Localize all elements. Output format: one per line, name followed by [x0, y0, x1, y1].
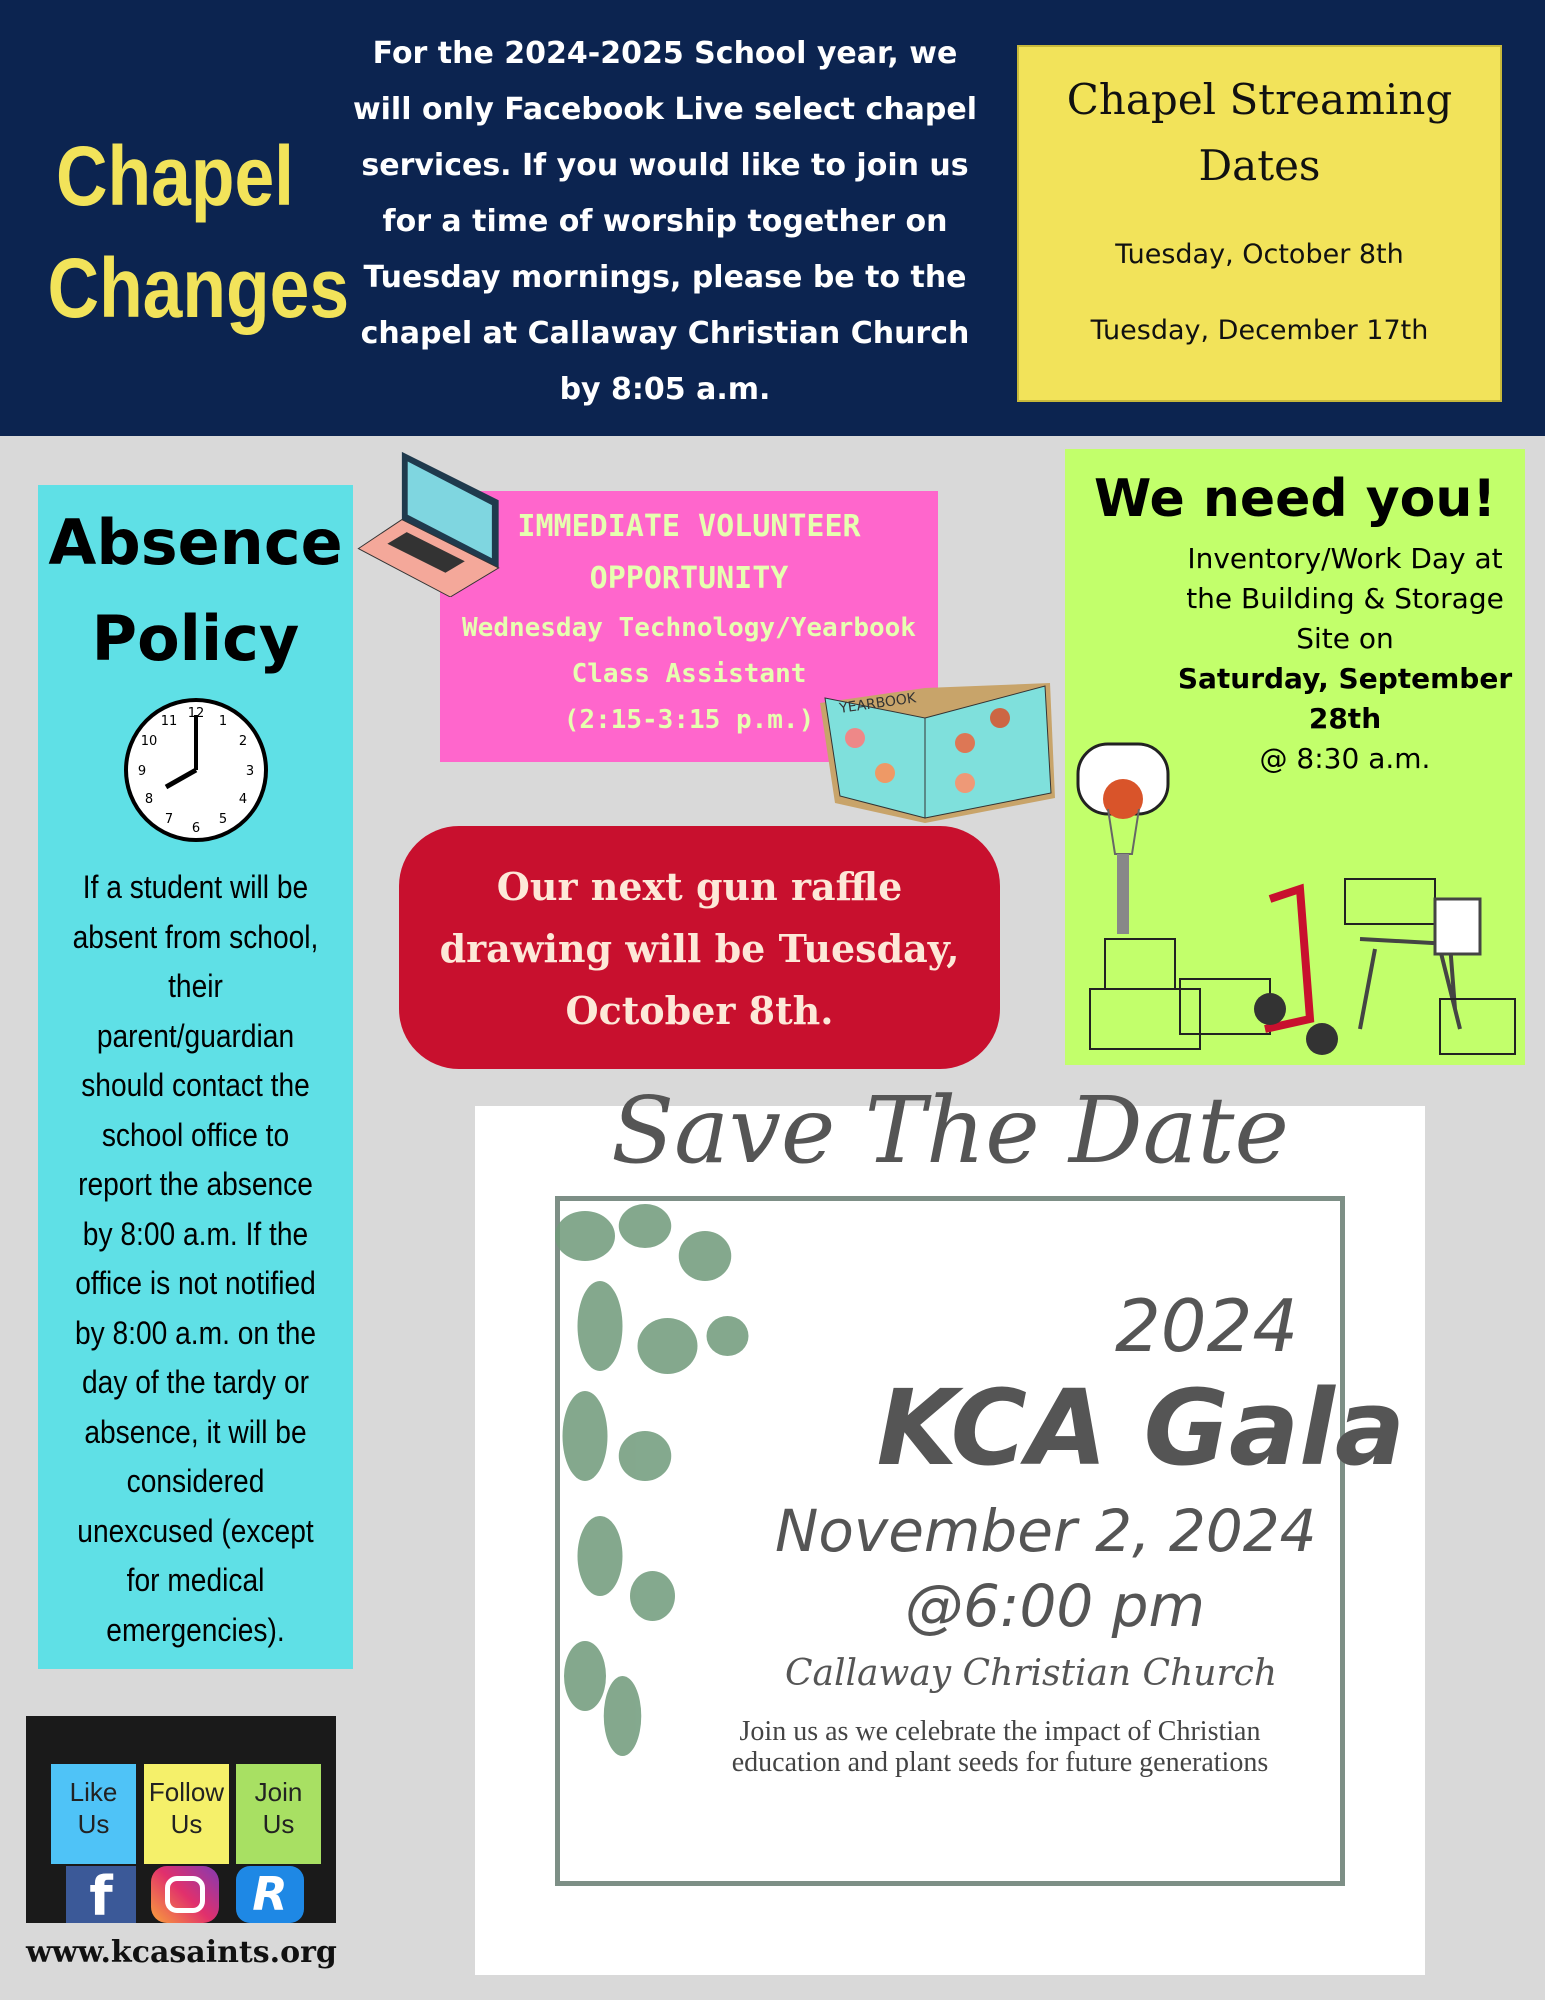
save-the-date-heading: Save The Date: [611, 1077, 1289, 1184]
save-the-date-card: [475, 1077, 1425, 1975]
join-us-note: Join Us: [236, 1764, 321, 1864]
svg-text:1: 1: [218, 714, 227, 729]
clock-icon: [121, 695, 271, 845]
website-link[interactable]: www.kcasaints.org: [26, 1935, 337, 1970]
gala-date: November 2, 2024: [775, 1497, 1317, 1565]
title-line: Changes: [47, 241, 350, 335]
svg-text:10: 10: [140, 734, 157, 749]
absence-title: Absence Policy: [48, 506, 343, 675]
chapel-changes-title: [47, 120, 350, 344]
yearbook-icon: [815, 678, 1057, 825]
gala-blurb: Join us as we celebrate the impact of Christian education and plant seeds for future generations: [731, 1716, 1269, 1778]
svg-text:5: 5: [218, 812, 227, 827]
workday-description: Inventory/Work Day at the Building & Storage Site on: [1186, 542, 1504, 655]
gala-time: @6:00 pm: [905, 1572, 1205, 1640]
svg-text:3: 3: [245, 764, 254, 779]
chapel-intro-text: For the 2024-2025 School year, we will only Facebook Live select chapel services. If you would like to join us for a time of worship together on Tuesday mornings, please be to the chapel at Callaway Christian Church by 8:05 a.m.: [352, 36, 978, 407]
svg-text:6: 6: [191, 821, 200, 836]
svg-text:11: 11: [160, 714, 177, 729]
streaming-title: Chapel Streaming Dates: [1066, 75, 1453, 190]
gala-name: KCA Gala: [876, 1367, 1405, 1489]
social-media-box: [26, 1716, 336, 1928]
facebook-icon[interactable]: f: [66, 1866, 136, 1923]
supplies-illustration-icon: [1065, 739, 1525, 1065]
volunteer-workday-box: [1065, 449, 1525, 1065]
volunteer-role: Wednesday Technology/Yearbook Class Assistant: [462, 613, 916, 689]
svg-text:7: 7: [164, 812, 173, 827]
we-need-you-title: We need you!: [1093, 469, 1497, 529]
volunteer-title: IMMEDIATE VOLUNTEER OPPORTUNITY: [517, 509, 861, 596]
gun-raffle-box: Our next gun raffle drawing will be Tuesday, October 8th.: [399, 826, 1000, 1069]
yearbook-label: YEARBOOK: [838, 690, 918, 717]
workday-date: Saturday, September 28th: [1177, 662, 1513, 735]
streaming-dates-box: [1017, 45, 1502, 402]
workday-time: @ 8:30 a.m.: [1259, 742, 1431, 775]
instagram-icon[interactable]: [151, 1866, 219, 1923]
svg-text:9: 9: [137, 764, 146, 779]
streaming-date: Tuesday, December 17th: [1090, 315, 1429, 346]
absence-policy-box: [38, 485, 353, 1669]
absence-text: If a student will be absent from school, their parent/guardian should contact the school office to report the absence by 8:00 a.m. If the office is not notified by 8:00 a.m. on the day of the tardy or absence, it will be considered unexcused (except for medical emergencies).: [72, 869, 319, 1648]
streaming-date: Tuesday, October 8th: [1115, 239, 1404, 270]
svg-text:12: 12: [187, 706, 204, 721]
title-line: Chapel: [55, 129, 295, 223]
gala-venue: Callaway Christian Church: [785, 1653, 1278, 1694]
volunteer-time: (2:15-3:15 p.m.): [563, 705, 815, 735]
like-us-note: Like Us: [51, 1764, 136, 1864]
svg-text:8: 8: [144, 792, 153, 807]
laptop-icon: [351, 447, 506, 597]
gala-year: 2024: [1115, 1284, 1299, 1368]
svg-text:4: 4: [238, 792, 247, 807]
svg-text:2: 2: [238, 734, 247, 749]
follow-us-note: Follow Us: [144, 1764, 229, 1864]
remind-icon[interactable]: R: [236, 1866, 304, 1923]
